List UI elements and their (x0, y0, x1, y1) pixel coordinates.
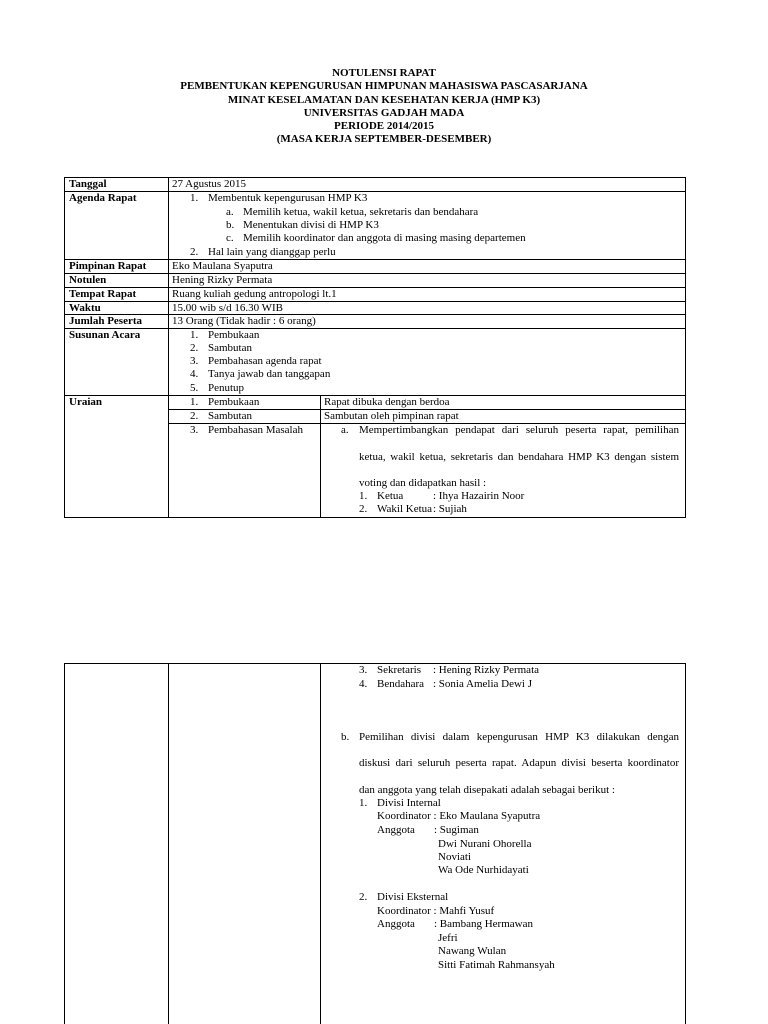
point-b-line: Pemilihan divisi dalam kepengurusan HMP K3 dilakukan dengan (359, 731, 679, 743)
title-line-2: PEMBENTUKAN KEPENGURUSAN HIMPUNAN MAHASISWA PASCASARJANA (180, 80, 588, 93)
result-num: 2. (359, 503, 368, 515)
agenda-sub-b-marker: b. (226, 219, 235, 231)
agenda-sub-a-marker: a. (226, 206, 234, 218)
notulen-value: Hening Rizky Permata (172, 274, 273, 286)
jumlah-label: Jumlah Peserta (69, 315, 143, 327)
agenda-item-1-num: 1. (190, 192, 199, 204)
agenda-sub-a: Memilih ketua, wakil ketua, sekretaris dan bendahara (243, 206, 479, 218)
division-member: Nawang Wulan (438, 945, 507, 957)
uraian-divider (320, 395, 321, 518)
division-title: Divisi Internal (377, 797, 441, 809)
column-divider (320, 663, 321, 1024)
susunan-item-num: 1. (190, 329, 199, 341)
division-member: Noviati (438, 851, 471, 863)
point-b-line: diskusi dari seluruh peserta rapat. Adapun divisi beserta koordinator (359, 757, 679, 769)
table-right-border (685, 663, 686, 1024)
susunan-item: Penutup (208, 382, 245, 394)
title-line-1: NOTULENSI RAPAT (332, 67, 436, 79)
result-num: 1. (359, 490, 368, 502)
row-divider (64, 273, 686, 274)
column-divider (168, 663, 169, 1024)
uraian-row-1-num: 1. (190, 396, 199, 408)
uraian-row-2-desc: Sambutan oleh pimpinan rapat (324, 410, 459, 422)
division-members-label: Anggota (377, 918, 415, 930)
point-b-marker: b. (341, 731, 350, 743)
result-name: : Sonia Amelia Dewi J (433, 678, 532, 690)
title-line-4: UNIVERSITAS GADJAH MADA (303, 106, 465, 119)
pimpinan-value: Eko Maulana Syaputra (172, 260, 273, 272)
tanggal-value: 27 Agustus 2015 (172, 178, 246, 190)
title-line-6: (MASA KERJA SEPTEMBER-DESEMBER) (276, 133, 492, 146)
uraian-row-3: Pembahasan Masalah (208, 424, 303, 436)
susunan-item: Tanya jawab dan tanggapan (208, 368, 331, 380)
point-a-marker: a. (341, 424, 349, 436)
point-a-line: Mempertimbangkan pendapat dari seluruh peserta rapat, pemilihan (359, 424, 679, 436)
row-divider (64, 328, 686, 329)
point-a-line: ketua, wakil ketua, sekretaris dan bendahara HMP K3 dengan sistem (359, 451, 679, 463)
result-role: Bendahara (377, 678, 425, 690)
division-coordinator: Koordinator : Mahfi Yusuf (377, 905, 495, 917)
result-num: 4. (359, 678, 368, 690)
agenda-item-2-num: 2. (190, 246, 199, 258)
agenda-sub-c-marker: c. (226, 232, 234, 244)
division-num: 2. (359, 891, 368, 903)
tempat-label: Tempat Rapat (69, 288, 137, 300)
result-role: Ketua (377, 490, 404, 502)
susunan-item-num: 4. (190, 368, 199, 380)
agenda-item-1: Membentuk kepengurusan HMP K3 (208, 192, 368, 204)
agenda-item-2: Hal lain yang dianggap perlu (208, 246, 336, 258)
susunan-item: Pembukaan (208, 329, 260, 341)
result-name: : Sujiah (433, 503, 467, 515)
row-divider (64, 287, 686, 288)
division-member: Dwi Nurani Ohorella (438, 838, 532, 850)
result-role: Wakil Ketua (377, 503, 433, 515)
division-member: Sitti Fatimah Rahmansyah (438, 959, 555, 971)
susunan-item: Pembahasan agenda rapat (208, 355, 322, 367)
document-title-block (0, 67, 768, 147)
susunan-item: Sambutan (208, 342, 252, 354)
point-b-line: dan anggota yang telah disepakati adalah sebagai berikut : (359, 784, 615, 796)
uraian-row-1-desc: Rapat dibuka dengan berdoa (324, 396, 450, 408)
uraian-row-2-num: 2. (190, 410, 199, 422)
result-num: 3. (359, 664, 368, 676)
division-member: : Sugiman (434, 824, 479, 836)
agenda-sub-c: Memilih koordinator dan anggota di masing masing departemen (243, 232, 526, 244)
uraian-row-1: Pembukaan (208, 396, 260, 408)
uraian-row-2: Sambutan (208, 410, 252, 422)
result-name: : Hening Rizky Permata (433, 664, 540, 676)
row-divider (64, 301, 686, 302)
division-coordinator: Koordinator : Eko Maulana Syaputra (377, 810, 541, 822)
result-name: : Ihya Hazairin Noor (433, 490, 525, 502)
tempat-value: Ruang kuliah gedung antropologi lt.1 (172, 288, 337, 300)
title-line-5: PERIODE 2014/2015 (334, 120, 434, 133)
division-members-label: Anggota (377, 824, 415, 836)
row-divider (64, 259, 686, 260)
table-left-border (64, 663, 65, 1024)
division-num: 1. (359, 797, 368, 809)
agenda-label: Agenda Rapat (69, 192, 137, 204)
division-member: Jefri (438, 932, 458, 944)
susunan-item-num: 3. (190, 355, 199, 367)
susunan-item-num: 5. (190, 382, 199, 394)
waktu-label: Waktu (69, 302, 101, 314)
uraian-label: Uraian (69, 396, 102, 408)
waktu-value: 15.00 wib s/d 16.30 WIB (172, 302, 284, 314)
division-title: Divisi Eksternal (377, 891, 449, 903)
susunan-item-num: 2. (190, 342, 199, 354)
jumlah-value: 13 Orang (Tidak hadir : 6 orang) (172, 315, 316, 327)
pimpinan-label: Pimpinan Rapat (69, 260, 147, 272)
title-line-3: MINAT KESELAMATAN DAN KESEHATAN KERJA (HMP K3) (227, 93, 541, 106)
agenda-sub-b: Menentukan divisi di HMP K3 (243, 219, 379, 231)
uraian-row-3-num: 3. (190, 424, 199, 436)
result-role: Sekretaris (377, 664, 421, 676)
tanggal-label: Tanggal (69, 178, 107, 190)
susunan-label: Susunan Acara (69, 329, 141, 341)
division-member: : Bambang Hermawan (434, 918, 533, 930)
row-divider (64, 314, 686, 315)
notulen-label: Notulen (69, 274, 107, 286)
point-a-line: voting dan didapatkan hasil : (359, 477, 487, 489)
division-member: Wa Ode Nurhidayati (438, 864, 529, 876)
row-divider (64, 191, 686, 192)
table-top-border (64, 663, 686, 664)
column-divider (168, 177, 169, 518)
